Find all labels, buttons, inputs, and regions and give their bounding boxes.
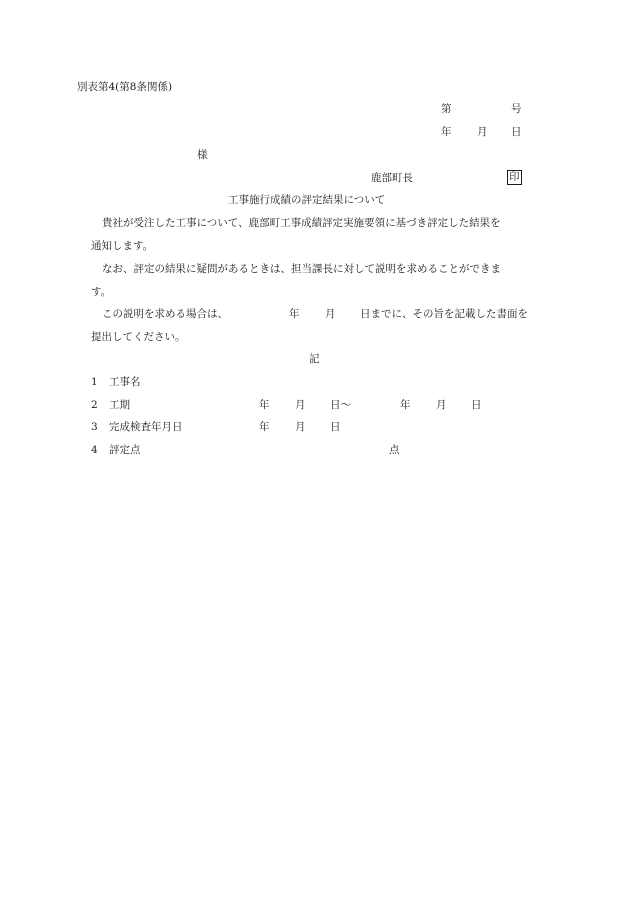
paragraph-3-end: 日までに、その旨を記載した書面を bbox=[360, 308, 528, 320]
item-1-label: 工事名 bbox=[109, 376, 141, 388]
item-2-number: 2 bbox=[91, 399, 98, 411]
item-2-year-2: 年 bbox=[400, 399, 411, 411]
item-3-number: 3 bbox=[91, 421, 98, 433]
item-2-day-1: 日～ bbox=[330, 399, 351, 411]
item-3-label: 完成検査年月日 bbox=[109, 421, 183, 433]
paragraph-3-year: 年 bbox=[289, 308, 300, 320]
item-2-year-1: 年 bbox=[259, 399, 270, 411]
date-year-label: 年 bbox=[441, 126, 452, 138]
paragraph-1-line-2: 通知します。 bbox=[91, 240, 154, 252]
addressee-honorific: 様 bbox=[197, 149, 208, 161]
paragraph-2-line-2: す。 bbox=[91, 286, 112, 298]
item-2-label: 工期 bbox=[109, 399, 130, 411]
item-3-year: 年 bbox=[259, 421, 270, 433]
item-4-label: 評定点 bbox=[109, 444, 141, 456]
seal-mark bbox=[507, 170, 522, 185]
number-prefix: 第 bbox=[441, 103, 452, 115]
date-month-label: 月 bbox=[477, 126, 488, 138]
paragraph-3-line-2: 提出してください。 bbox=[91, 331, 186, 343]
paragraph-2-line-1: なお、評定の結果に疑問があるときは、担当課長に対して説明を求めることができま bbox=[102, 263, 501, 275]
paragraph-3-start: この説明を求める場合は、 bbox=[102, 308, 228, 320]
seal-stamp-icon: 印 bbox=[509, 171, 520, 183]
issuer-title: 鹿部町長 bbox=[371, 172, 413, 184]
item-3-month: 月 bbox=[295, 421, 306, 433]
number-suffix: 号 bbox=[511, 103, 522, 115]
item-2-month-1: 月 bbox=[295, 399, 306, 411]
paragraph-1-line-1: 貴社が受注した工事について、鹿部町工事成績評定実施要領に基づき評定した結果を bbox=[102, 217, 501, 229]
item-2-month-2: 月 bbox=[436, 399, 447, 411]
item-4-number: 4 bbox=[91, 444, 98, 456]
item-2-day-2: 日 bbox=[471, 399, 482, 411]
date-day-label: 日 bbox=[511, 126, 522, 138]
item-4-unit: 点 bbox=[389, 444, 400, 456]
document-title: 工事施行成績の評定結果について bbox=[228, 194, 386, 206]
ki-heading: 記 bbox=[309, 353, 320, 365]
form-label: 別表第4(第8条関係) bbox=[77, 81, 173, 93]
item-1-number: 1 bbox=[91, 376, 98, 388]
paragraph-3-month: 月 bbox=[325, 308, 336, 320]
item-3-day: 日 bbox=[330, 421, 341, 433]
